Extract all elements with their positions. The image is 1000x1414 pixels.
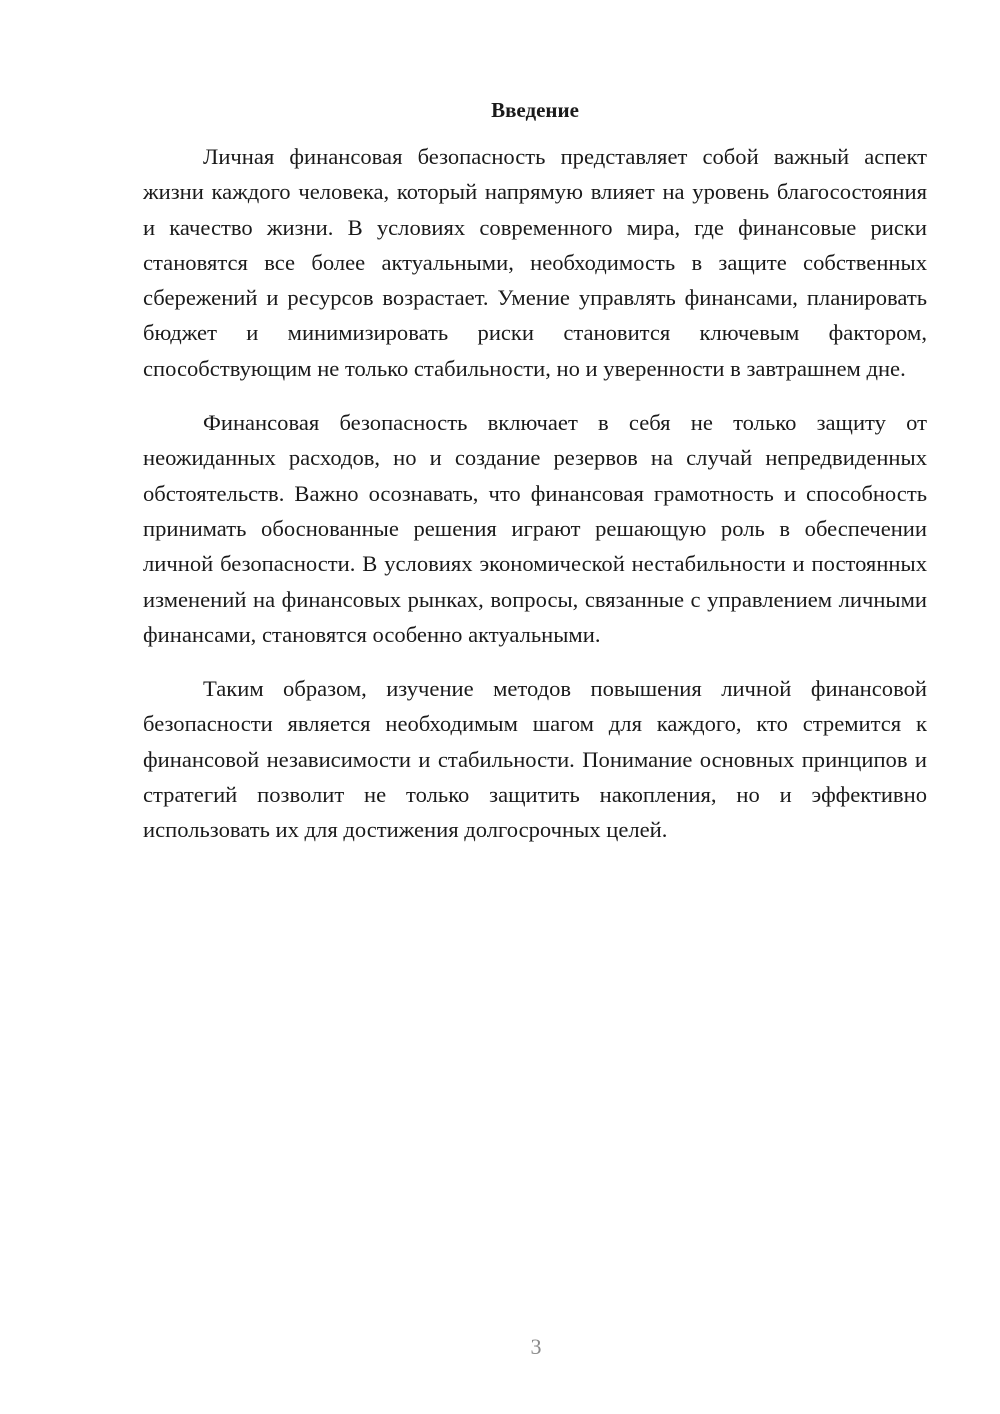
section-heading: Введение bbox=[491, 98, 579, 122]
page-number: 3 bbox=[530, 1334, 542, 1359]
paragraph-2: Финансовая безопасность включает в себя не только защиту от неожиданных расходов, но и создание резервов на случай непредвиденных обстоятельств. Важно осознавать, что финансовая грамотность и способность принимать обоснованные решения играют решающую роль в обеспечении личной безопасности. В условиях экономической нестабильности и постоянных изменений на финансовых рынках, вопросы, связанные с управлением личными финансами, становятся особенно актуальными. bbox=[143, 410, 927, 647]
paragraph-3: Таким образом, изучение методов повышения личной финансовой безопасности является необходимым шагом для каждого, кто стремится к финансовой независимости и стабильности. Понимание основных принципов и стратегий позволит не только защитить накопления, но и эффективно использовать их для достижения долгосрочных целей. bbox=[143, 676, 927, 843]
page-content bbox=[143, 92, 927, 867]
paragraph-1: Личная финансовая безопасность представляет собой важный аспект жизни каждого человека, который напрямую влияет на уровень благосостояния и качество жизни. В условиях современного мира, где финансовые риски становятся все более актуальными, необходимость в защите собственных сбережений и ресурсов возрастает. Умение управлять финансами, планировать бюджет и минимизировать риски становится ключевым фактором, способствующим не только стабильности, но и уверенности в завтрашнем дне. bbox=[143, 144, 927, 381]
